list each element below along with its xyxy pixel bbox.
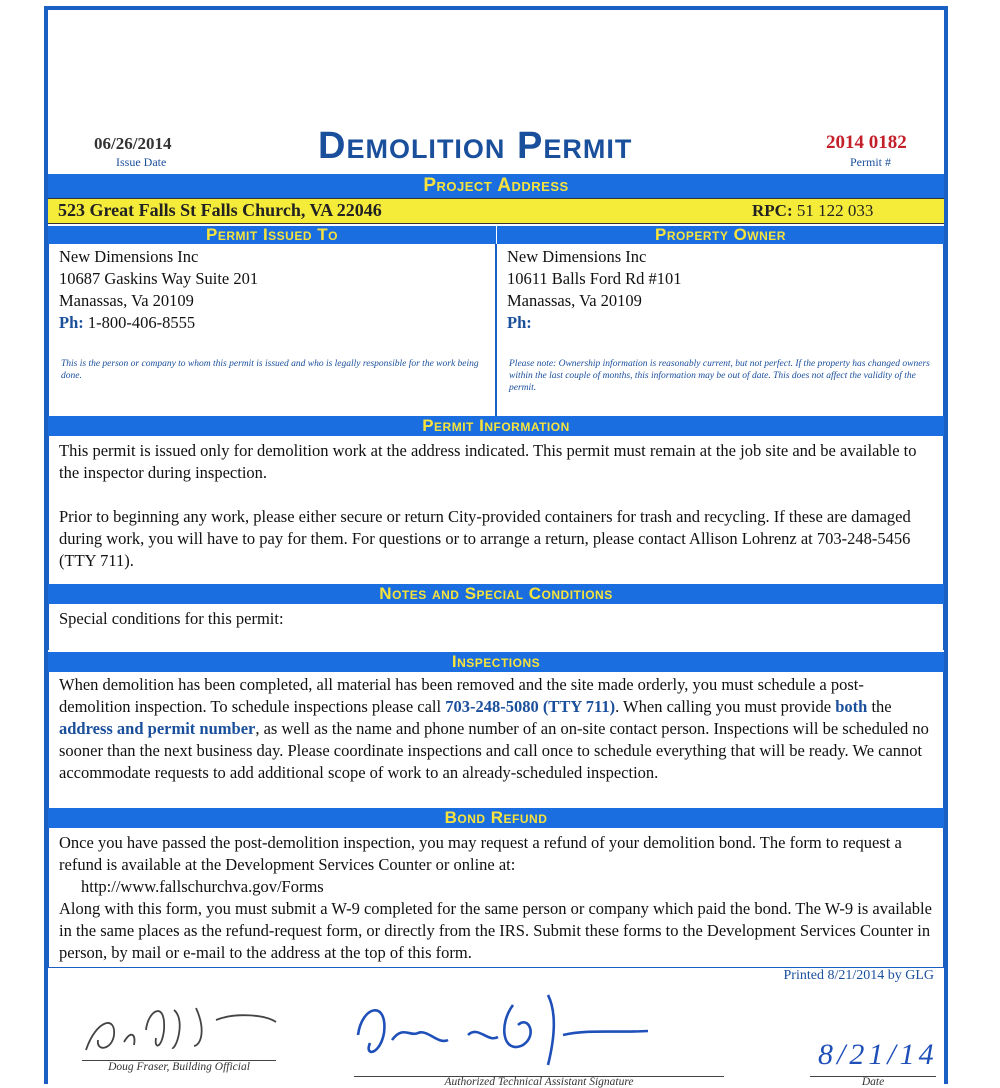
permit-form — [44, 6, 948, 1088]
special-conditions-text: Special conditions for this permit: — [59, 609, 284, 628]
permit-issued-to-header: Permit Issued To — [48, 226, 496, 244]
permit-number-label: Permit # — [850, 155, 891, 169]
permit-number: 2014 0182 — [826, 132, 907, 153]
issued-to-city: Manassas, Va 20109 — [59, 291, 194, 310]
bond-para2: Along with this form, you must submit a W-9 completed for the same person or company which paid the bond. The W-9 is available in the same places as the refund-request form, or directly from the IRS. Submit these forms to the Development Services Counter in person, by mail or e-mail to the address at the top of this form. — [59, 899, 932, 962]
notes-box — [48, 604, 944, 650]
permit-information-box — [48, 436, 944, 584]
issued-to-box — [48, 244, 496, 416]
inspections-phone: 703-248-5080 (TTY 711) — [445, 697, 616, 716]
inspections-text-c: the — [867, 697, 892, 716]
bond-url[interactable]: http://www.fallschurchva.gov/Forms — [81, 877, 324, 896]
notes-header: Notes and Special Conditions — [48, 584, 944, 604]
project-address: 523 Great Falls St Falls Church, VA 22046 — [58, 200, 382, 220]
inspections-address-permit: address and permit number — [59, 719, 256, 738]
assistant-caption: Authorized Technical Assistant Signature — [444, 1076, 634, 1088]
owner-ph-label: Ph: — [507, 313, 532, 332]
project-address-header: Project Address — [48, 174, 944, 198]
permit-title: Demolition Permit — [318, 125, 633, 167]
handwritten-date: 8/21/14 — [818, 1038, 938, 1071]
inspections-text — [49, 672, 943, 784]
permit-info-para1: This permit is issued only for demolition work at the address indicated. This permit must remain at the job site and be available to the inspector during inspection. — [59, 441, 917, 482]
issued-to-note: This is the person or company to whom this permit is issued and who is legally responsible for the work being done. — [61, 359, 479, 381]
official-signature — [76, 990, 286, 1070]
inspections-text-b: . When calling you must provide — [615, 697, 836, 716]
issued-to-street: 10687 Gaskins Way Suite 201 — [59, 269, 259, 288]
inspections-both: both — [835, 697, 868, 716]
issue-date: 06/26/2014 — [94, 134, 172, 153]
rpc-number — [752, 201, 873, 221]
permit-info-para2: Prior to beginning any work, please either secure or return City-provided containers for trash and recycling. If these are damaged during work, you will have to pay for them. For questions or to arrange a return, please contact Allison Lohrenz at 703-248-5456 (TTY 711). — [59, 507, 911, 570]
printed-stamp: Printed 8/21/2014 by GLG — [783, 968, 934, 983]
inspections-text-d: , as well as the name and phone number of an on-site contact person. Inspections will be scheduled no sooner than the next business day. Please coordinate inspections and call once to schedule everything that will be ready. We cannot accommodate requests to add additional scope of work to an already-scheduled inspection. — [59, 719, 929, 782]
issue-date-label: Issue Date — [116, 155, 167, 169]
owner-note: Please note: Ownership information is reasonably current, but not perfect. If the property has changed owners within the last couple of months, this information may be out of date. This does not affect the validity of the permit. — [509, 359, 930, 393]
project-address-row — [48, 198, 944, 224]
bond-para1: Once you have passed the post-demolition inspection, you may request a refund of your demolition bond. The form to request a refund is available at the Development Services Counter or online at: — [59, 833, 902, 874]
owner-city: Manassas, Va 20109 — [507, 291, 642, 310]
inspections-box — [48, 672, 944, 808]
property-owner-header: Property Owner — [497, 226, 944, 244]
bond-refund-box — [48, 828, 944, 968]
assistant-signature — [348, 985, 678, 1075]
permit-information-header: Permit Information — [48, 416, 944, 436]
issued-to-ph-label: Ph: — [59, 313, 84, 332]
owner-box — [496, 244, 944, 416]
date-caption: Date — [861, 1076, 885, 1088]
inspections-text-a: When demolition has been completed, all material has been removed and the site made orderly, you must schedule a post-demolition inspection. To schedule inspections please call — [59, 675, 864, 716]
owner-street: 10611 Balls Ford Rd #101 — [507, 269, 682, 288]
owner-name: New Dimensions Inc — [507, 247, 647, 266]
issued-to-phone: 1-800-406-8555 — [87, 313, 196, 332]
issued-to-name: New Dimensions Inc — [59, 247, 199, 266]
inspections-header: Inspections — [48, 652, 944, 672]
rpc-value: 51 122 033 — [796, 201, 874, 220]
rpc-label: RPC: — [752, 201, 793, 220]
bond-refund-header: Bond Refund — [48, 808, 944, 828]
official-caption: Doug Fraser, Building Official — [108, 1061, 250, 1073]
